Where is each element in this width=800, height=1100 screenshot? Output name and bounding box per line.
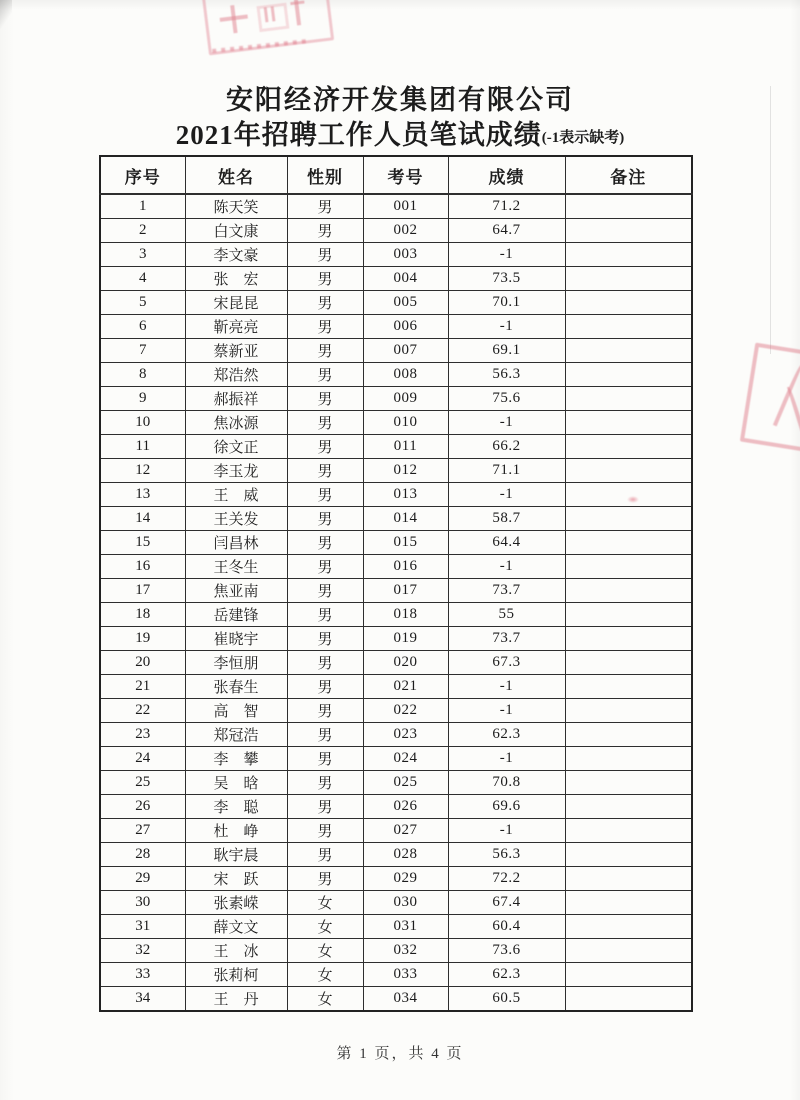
table-row — [100, 363, 692, 387]
cell-seq: 20 — [100, 651, 185, 675]
cell-gender: 男 — [287, 483, 363, 507]
cell-seq: 24 — [100, 747, 185, 771]
cell-score: -1 — [448, 315, 565, 339]
cell-gender: 男 — [287, 795, 363, 819]
cell-remark — [565, 411, 692, 435]
cell-name: 郑冠浩 — [185, 723, 287, 747]
cell-seq: 10 — [100, 411, 185, 435]
cell-seq: 22 — [100, 699, 185, 723]
cell-score: 73.7 — [448, 579, 565, 603]
cell-seq: 27 — [100, 819, 185, 843]
table-row — [100, 507, 692, 531]
cell-seq: 23 — [100, 723, 185, 747]
cell-name: 宋 跃 — [185, 867, 287, 891]
table-row — [100, 243, 692, 267]
subtitle-note: (-1表示缺考) — [541, 130, 625, 146]
cell-seq: 8 — [100, 363, 185, 387]
cell-gender: 男 — [287, 339, 363, 363]
cell-gender: 男 — [287, 603, 363, 627]
cell-seq: 16 — [100, 555, 185, 579]
cell-gender: 男 — [287, 435, 363, 459]
cell-remark — [565, 963, 692, 987]
cell-exam-no: 002 — [363, 219, 448, 243]
cell-name: 薛文文 — [185, 915, 287, 939]
cell-exam-no: 016 — [363, 555, 448, 579]
cell-gender: 男 — [287, 627, 363, 651]
cell-exam-no: 015 — [363, 531, 448, 555]
cell-score: -1 — [448, 555, 565, 579]
cell-seq: 26 — [100, 795, 185, 819]
cell-score: 69.1 — [448, 339, 565, 363]
table-row — [100, 603, 692, 627]
cell-name: 焦亚南 — [185, 579, 287, 603]
cell-name: 白文康 — [185, 219, 287, 243]
cell-name: 张莉柯 — [185, 963, 287, 987]
cell-remark — [565, 339, 692, 363]
cell-seq: 14 — [100, 507, 185, 531]
cell-name: 张春生 — [185, 675, 287, 699]
cell-remark — [565, 315, 692, 339]
cell-seq: 5 — [100, 291, 185, 315]
cell-remark — [565, 243, 692, 267]
page-subtitle — [0, 113, 800, 152]
cell-gender: 男 — [287, 819, 363, 843]
header-score: 成绩 — [448, 156, 565, 194]
table-row — [100, 435, 692, 459]
header-gender: 性别 — [287, 156, 363, 194]
table-row — [100, 291, 692, 315]
table-row — [100, 795, 692, 819]
cell-gender: 男 — [287, 531, 363, 555]
cell-exam-no: 017 — [363, 579, 448, 603]
cell-gender: 女 — [287, 891, 363, 915]
cell-remark — [565, 675, 692, 699]
table-header-row — [100, 156, 692, 194]
cell-gender: 男 — [287, 843, 363, 867]
cell-name: 王关发 — [185, 507, 287, 531]
table-body — [100, 194, 692, 1011]
cell-score: 64.7 — [448, 219, 565, 243]
cell-remark — [565, 531, 692, 555]
cell-remark — [565, 867, 692, 891]
cell-remark — [565, 435, 692, 459]
table-row — [100, 675, 692, 699]
table-row — [100, 315, 692, 339]
cell-score: 75.6 — [448, 387, 565, 411]
cell-name: 王 冰 — [185, 939, 287, 963]
table-row — [100, 579, 692, 603]
cell-seq: 30 — [100, 891, 185, 915]
cell-score: 69.6 — [448, 795, 565, 819]
cell-score: 71.2 — [448, 194, 565, 219]
cell-remark — [565, 651, 692, 675]
cell-remark — [565, 747, 692, 771]
cell-remark — [565, 939, 692, 963]
cell-exam-no: 025 — [363, 771, 448, 795]
cell-gender: 男 — [287, 219, 363, 243]
cell-score: 55 — [448, 603, 565, 627]
cell-name: 岳建锋 — [185, 603, 287, 627]
cell-name: 张 宏 — [185, 267, 287, 291]
cell-gender: 男 — [287, 699, 363, 723]
cell-gender: 女 — [287, 987, 363, 1012]
cell-name: 宋昆昆 — [185, 291, 287, 315]
cell-gender: 男 — [287, 723, 363, 747]
cell-seq: 2 — [100, 219, 185, 243]
cell-seq: 25 — [100, 771, 185, 795]
subtitle-text: 2021年招聘工作人员笔试成绩 — [175, 120, 542, 150]
cell-remark — [565, 555, 692, 579]
cell-name: 蔡新亚 — [185, 339, 287, 363]
cell-score: -1 — [448, 699, 565, 723]
cell-name: 王 丹 — [185, 987, 287, 1012]
cell-exam-no: 024 — [363, 747, 448, 771]
cell-seq: 15 — [100, 531, 185, 555]
cell-remark — [565, 507, 692, 531]
cell-exam-no: 008 — [363, 363, 448, 387]
cell-gender: 男 — [287, 291, 363, 315]
cell-exam-no: 032 — [363, 939, 448, 963]
cell-remark — [565, 363, 692, 387]
cell-score: 67.3 — [448, 651, 565, 675]
table-row — [100, 483, 692, 507]
cell-name: 李玉龙 — [185, 459, 287, 483]
cell-score: 70.8 — [448, 771, 565, 795]
cell-seq: 1 — [100, 194, 185, 219]
cell-score: 62.3 — [448, 963, 565, 987]
cell-name: 张素嵘 — [185, 891, 287, 915]
cell-score: 62.3 — [448, 723, 565, 747]
cell-gender: 男 — [287, 387, 363, 411]
cell-score: 72.2 — [448, 867, 565, 891]
cell-gender: 男 — [287, 747, 363, 771]
header-exam-no: 考号 — [363, 156, 448, 194]
cell-gender: 男 — [287, 315, 363, 339]
page-number: 第 1 页，共 4 页 — [336, 1046, 464, 1062]
cell-gender: 男 — [287, 579, 363, 603]
cell-exam-no: 011 — [363, 435, 448, 459]
header-seq: 序号 — [100, 156, 185, 194]
cell-remark — [565, 795, 692, 819]
cell-gender: 男 — [287, 507, 363, 531]
cell-remark — [565, 219, 692, 243]
table-row — [100, 867, 692, 891]
cell-seq: 34 — [100, 987, 185, 1012]
cell-score: 73.5 — [448, 267, 565, 291]
cell-exam-no: 012 — [363, 459, 448, 483]
cell-exam-no: 018 — [363, 603, 448, 627]
cell-seq: 13 — [100, 483, 185, 507]
cell-gender: 男 — [287, 867, 363, 891]
cell-exam-no: 034 — [363, 987, 448, 1012]
cell-score: -1 — [448, 819, 565, 843]
table-row — [100, 699, 692, 723]
table-row — [100, 339, 692, 363]
cell-exam-no: 001 — [363, 194, 448, 219]
cell-seq: 7 — [100, 339, 185, 363]
table-row — [100, 915, 692, 939]
cell-remark — [565, 603, 692, 627]
cell-exam-no: 026 — [363, 795, 448, 819]
cell-gender: 女 — [287, 939, 363, 963]
table-row — [100, 651, 692, 675]
cell-score: 60.5 — [448, 987, 565, 1012]
cell-name: 焦冰源 — [185, 411, 287, 435]
cell-name: 李 聪 — [185, 795, 287, 819]
cell-seq: 28 — [100, 843, 185, 867]
cell-gender: 男 — [287, 363, 363, 387]
cell-score: 73.7 — [448, 627, 565, 651]
cell-exam-no: 023 — [363, 723, 448, 747]
header-name: 姓名 — [185, 156, 287, 194]
cell-exam-no: 033 — [363, 963, 448, 987]
cell-score: -1 — [448, 243, 565, 267]
cell-exam-no: 010 — [363, 411, 448, 435]
table-row — [100, 723, 692, 747]
table-row — [100, 219, 692, 243]
cell-gender: 男 — [287, 267, 363, 291]
cell-exam-no: 027 — [363, 819, 448, 843]
cell-remark — [565, 723, 692, 747]
cell-remark — [565, 459, 692, 483]
cell-remark — [565, 627, 692, 651]
table-row — [100, 939, 692, 963]
scores-table — [99, 155, 693, 1012]
cell-exam-no: 014 — [363, 507, 448, 531]
table-row — [100, 627, 692, 651]
cell-exam-no: 021 — [363, 675, 448, 699]
cell-score: 56.3 — [448, 843, 565, 867]
table-row — [100, 267, 692, 291]
cell-remark — [565, 819, 692, 843]
cell-remark — [565, 915, 692, 939]
cell-seq: 21 — [100, 675, 185, 699]
cell-score: 73.6 — [448, 939, 565, 963]
cell-name: 郑浩然 — [185, 363, 287, 387]
cell-remark — [565, 291, 692, 315]
cell-remark — [565, 194, 692, 219]
cell-remark — [565, 699, 692, 723]
cell-seq: 29 — [100, 867, 185, 891]
cell-seq: 19 — [100, 627, 185, 651]
cell-name: 吴 晗 — [185, 771, 287, 795]
cell-remark — [565, 771, 692, 795]
cell-exam-no: 006 — [363, 315, 448, 339]
cell-exam-no: 028 — [363, 843, 448, 867]
table-row — [100, 459, 692, 483]
cell-name: 闫昌林 — [185, 531, 287, 555]
cell-seq: 31 — [100, 915, 185, 939]
cell-score: 70.1 — [448, 291, 565, 315]
cell-name: 杜 峥 — [185, 819, 287, 843]
cell-exam-no: 022 — [363, 699, 448, 723]
cell-name: 徐文正 — [185, 435, 287, 459]
cell-remark — [565, 483, 692, 507]
cell-gender: 男 — [287, 651, 363, 675]
cell-name: 李文豪 — [185, 243, 287, 267]
table-row — [100, 843, 692, 867]
cell-gender: 男 — [287, 243, 363, 267]
cell-gender: 男 — [287, 771, 363, 795]
table-row — [100, 555, 692, 579]
cell-score: 66.2 — [448, 435, 565, 459]
cell-gender: 女 — [287, 963, 363, 987]
cell-seq: 3 — [100, 243, 185, 267]
table-row — [100, 411, 692, 435]
cell-gender: 男 — [287, 194, 363, 219]
cell-exam-no: 004 — [363, 267, 448, 291]
table-row — [100, 194, 692, 219]
table-row — [100, 987, 692, 1012]
page-title: 安阳经济开发集团有限公司 — [226, 85, 574, 115]
table-row — [100, 891, 692, 915]
cell-exam-no: 003 — [363, 243, 448, 267]
cell-exam-no: 029 — [363, 867, 448, 891]
cell-remark — [565, 891, 692, 915]
cell-seq: 12 — [100, 459, 185, 483]
table-row — [100, 819, 692, 843]
cell-score: -1 — [448, 483, 565, 507]
table-row — [100, 963, 692, 987]
cell-name: 崔晓宇 — [185, 627, 287, 651]
cell-exam-no: 030 — [363, 891, 448, 915]
table-row — [100, 747, 692, 771]
cell-seq: 17 — [100, 579, 185, 603]
cell-remark — [565, 267, 692, 291]
cell-name: 王冬生 — [185, 555, 287, 579]
cell-exam-no: 031 — [363, 915, 448, 939]
cell-name: 耿宇晨 — [185, 843, 287, 867]
cell-seq: 9 — [100, 387, 185, 411]
header-remark: 备注 — [565, 156, 692, 194]
cell-exam-no: 005 — [363, 291, 448, 315]
cell-score: 71.1 — [448, 459, 565, 483]
cell-seq: 32 — [100, 939, 185, 963]
cell-name: 郝振祥 — [185, 387, 287, 411]
cell-score: 58.7 — [448, 507, 565, 531]
table-row — [100, 771, 692, 795]
cell-score: -1 — [448, 747, 565, 771]
cell-seq: 4 — [100, 267, 185, 291]
cell-name: 靳亮亮 — [185, 315, 287, 339]
cell-score: -1 — [448, 675, 565, 699]
table-row — [100, 531, 692, 555]
cell-name: 王 威 — [185, 483, 287, 507]
cell-name: 高 智 — [185, 699, 287, 723]
cell-score: 56.3 — [448, 363, 565, 387]
cell-gender: 男 — [287, 459, 363, 483]
cell-gender: 男 — [287, 675, 363, 699]
cell-score: 67.4 — [448, 891, 565, 915]
cell-remark — [565, 579, 692, 603]
cell-remark — [565, 843, 692, 867]
red-seal-stamp-right — [740, 343, 800, 458]
cell-seq: 11 — [100, 435, 185, 459]
cell-exam-no: 007 — [363, 339, 448, 363]
scan-corner-artifact — [0, 0, 12, 30]
cell-remark — [565, 987, 692, 1012]
cell-gender: 女 — [287, 915, 363, 939]
cell-seq: 6 — [100, 315, 185, 339]
cell-exam-no: 019 — [363, 627, 448, 651]
stamp-stroke — [787, 386, 800, 431]
cell-gender: 男 — [287, 411, 363, 435]
cell-name: 李 攀 — [185, 747, 287, 771]
cell-exam-no: 009 — [363, 387, 448, 411]
cell-score: 64.4 — [448, 531, 565, 555]
cell-exam-no: 013 — [363, 483, 448, 507]
cell-name: 李恒朋 — [185, 651, 287, 675]
cell-seq: 18 — [100, 603, 185, 627]
cell-exam-no: 020 — [363, 651, 448, 675]
cell-seq: 33 — [100, 963, 185, 987]
cell-score: 60.4 — [448, 915, 565, 939]
cell-remark — [565, 387, 692, 411]
cell-name: 陈天笑 — [185, 194, 287, 219]
cell-gender: 男 — [287, 555, 363, 579]
table-row — [100, 387, 692, 411]
cell-score: -1 — [448, 411, 565, 435]
